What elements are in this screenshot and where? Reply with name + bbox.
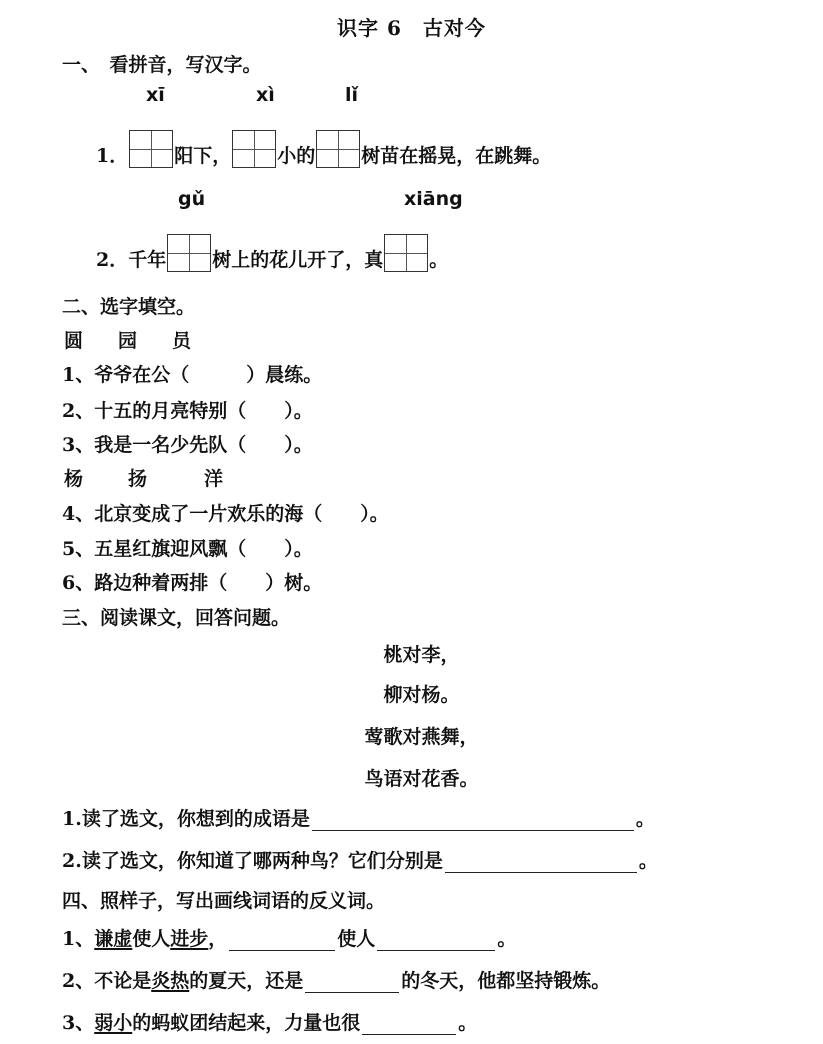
question-2-text-2: 。: [429, 249, 449, 271]
poem-line-4: 鸟语对花香。: [364, 768, 479, 790]
question-1-text-1: 阳下，: [174, 145, 232, 167]
tianzige-box-1[interactable]: [129, 130, 173, 168]
fill-item-3: 3、我是一名少先队（ ）。: [62, 434, 313, 456]
tianzige-box-2[interactable]: [232, 130, 276, 168]
antonym-item-2: 2、不论是 炎热 的夏天，还是 的冬天，他都坚持锻炼。: [62, 966, 610, 993]
underlined-word-qianxu: 谦虚: [94, 928, 133, 950]
antonym-blank-2[interactable]: [305, 972, 399, 993]
pinyin-xi1: xī: [146, 84, 165, 106]
antonym-item-1: 1、 谦虚 使人 进步 ， 使人 。: [62, 924, 516, 951]
fill-item-5: 5、五星红旗迎风飘（ ）。: [62, 538, 313, 560]
choice-char-yuan-2: 园: [118, 330, 138, 352]
pinyin-gu3: gǔ: [178, 188, 206, 210]
fill-item-4: 4、北京变成了一片欢乐的海（ ）。: [62, 503, 389, 525]
antonym-blank-3[interactable]: [362, 1014, 456, 1035]
section-2-heading: 二、选字填空。: [62, 296, 196, 318]
antonym-item-3: 3、 弱小 的蚂蚁团结起来，力量也很 。: [62, 1008, 477, 1035]
pinyin-xi4: xì: [256, 84, 275, 106]
choice-char-yang-3: 洋: [204, 468, 224, 490]
underlined-word-yanre: 炎热: [151, 970, 190, 992]
tianzige-box-3[interactable]: [316, 130, 360, 168]
choice-char-yuan-1: 圆: [64, 330, 84, 352]
tianzige-box-5[interactable]: [384, 234, 428, 272]
reading-question-2: 2.读了选文，你知道了哪两种鸟？它们分别是 。: [62, 850, 658, 872]
question-2-line: [96, 228, 448, 272]
antonym-blank-1b[interactable]: [377, 930, 495, 951]
page-title: 识字 6 古对今: [337, 16, 486, 40]
question-2-text-1: 树上的花儿开了，真: [212, 249, 384, 271]
underlined-word-ruoxiao: 弱小: [94, 1012, 133, 1034]
question-1-text-2: 小的: [277, 145, 316, 167]
underlined-word-jinbu: 进步: [170, 928, 209, 950]
antonym-blank-1a[interactable]: [229, 930, 335, 951]
pinyin-li3: lǐ: [345, 84, 359, 106]
answer-blank-birds[interactable]: [445, 852, 637, 873]
question-1-text-3: 树苗在摇晃，在跳舞。: [361, 145, 552, 167]
pinyin-xiang1: xiāng: [404, 188, 463, 210]
poem-line-2: 柳对杨。: [383, 684, 460, 706]
fill-item-1: 1、爷爷在公（ ）晨练。: [62, 364, 323, 386]
section-4-heading: 四、照样子，写出画线词语的反义词。: [62, 890, 386, 912]
choice-char-yang-2: 扬: [128, 468, 148, 490]
poem-line-1: 桃对李，: [383, 644, 460, 666]
answer-blank-idiom[interactable]: [312, 810, 634, 831]
poem-line-3: 莺歌对燕舞，: [364, 726, 479, 748]
choice-char-yuan-3: 员: [172, 330, 192, 352]
question-2-number: 2．: [96, 249, 129, 271]
choice-char-yang-1: 杨: [64, 468, 84, 490]
question-1-line: [96, 124, 551, 168]
reading-question-1: 1.读了选文，你想到的成语是 。: [62, 808, 655, 830]
section-3-heading: 三、阅读课文，回答问题。: [62, 607, 291, 629]
tianzige-box-4[interactable]: [167, 234, 211, 272]
section-1-heading: 一、 看拼音，写汉字。: [62, 54, 262, 76]
fill-item-6: 6、路边种着两排（ ）树。: [62, 572, 323, 594]
fill-item-2: 2、十五的月亮特别（ ）。: [62, 400, 313, 422]
question-2-text-0: 千年: [128, 249, 167, 271]
question-1-number: 1．: [96, 145, 129, 167]
